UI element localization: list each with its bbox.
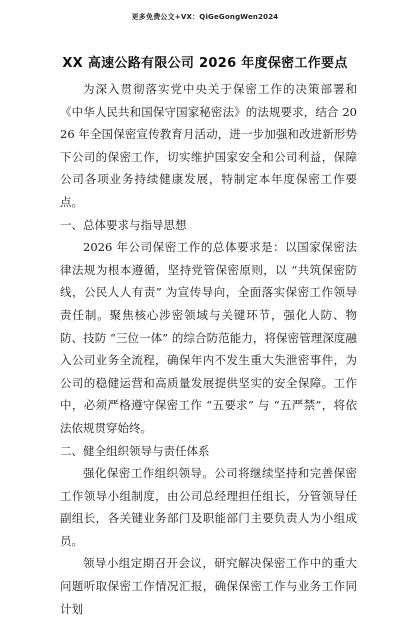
paragraph-organization: 强化保密工作组织领导。公司将继续坚持和完善保密工作领导小组制度，由公司总经理担任组长，分管领导任副组长，各关键业务部门及职能部门主要负责人为小组成员。 xyxy=(60,466,357,548)
paragraph-meetings: 领导小组定期召开会议，研究解决保密工作中的重大问题听取保密工作情况汇报，确保保密工作与业务工作同计划 xyxy=(60,556,357,616)
paragraph-intro: 为深入贯彻落实党中央关于保密工作的决策部署和《中华人民共和国保守国家秘密法》的法规要求，结合 2026 年全国保密宣传教育月活动，进一步加强和改进新形势下公司的保密工作，切实维护国家安全和公司利益，保障公司各项业务持续健康发展，特制定本年度保密工作要点。 xyxy=(60,82,357,209)
paragraph-general-requirements: 2026 年公司保密工作的总体要求是：以国家保密法律法规为根本遵循，坚持党管保密原则，以 “共筑保密防线，公民人人有责” 为宣传导向，全面落实保密工作领导责任制。聚焦核心涉密领域与关键环节，强化人防、物防、技防 “三位一体” 的综合防范能力，将保密管理深度融入公司业务全流程，确保年内不发生重大失泄密事件，为公司的稳健运营和高质量发展提供坚实的安全保障。工作中，必须严格遵守保密工作 “五要求” 与 “五严禁”，将依法依规贯穿始终。 xyxy=(60,240,357,435)
section-heading-2: 二、健全组织领导与责任体系 xyxy=(60,443,210,458)
document-body xyxy=(60,78,357,620)
section-heading-1: 一、总体要求与指导思想 xyxy=(60,217,187,232)
header-note: 更多免费公文+VX：QiGeGongWen2024 xyxy=(131,13,279,21)
document-title: XX 高速公路有限公司 2026 年度保密工作要点 xyxy=(62,56,348,71)
